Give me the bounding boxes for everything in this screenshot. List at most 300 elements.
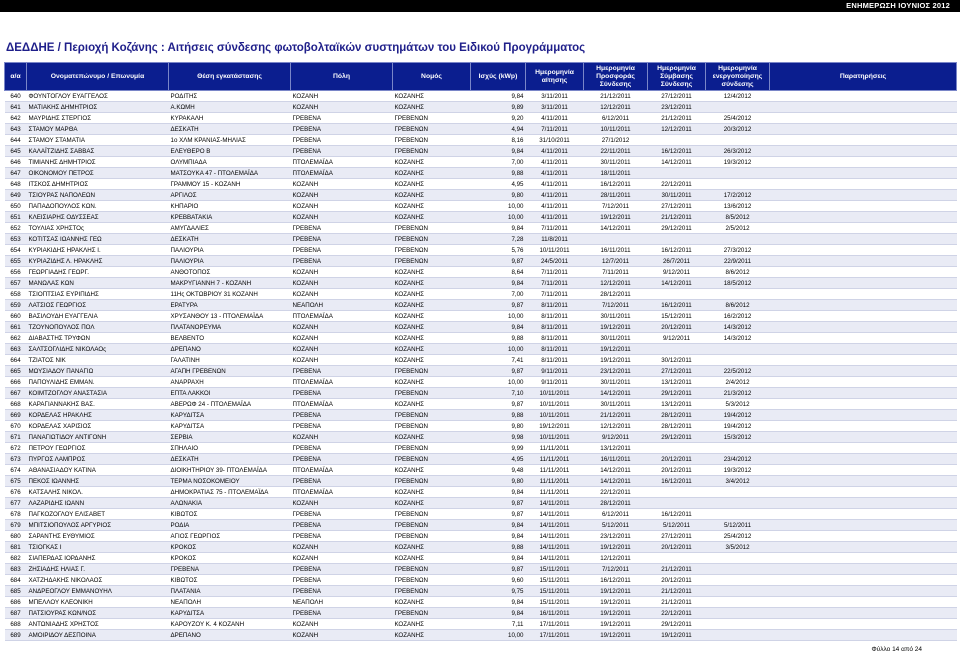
cell-kw: 9,98 (471, 432, 526, 443)
cell-notes (770, 91, 957, 102)
cell-location: ΑΒΕΡΩΦ 24 - ΠΤΟΛΕΜΑΪΔΑ (169, 399, 291, 410)
cell-d1: 7/11/2011 (526, 223, 584, 234)
cell-d3: 27/12/2011 (648, 201, 706, 212)
cell-d4 (706, 179, 770, 190)
cell-kw: 9,60 (471, 575, 526, 586)
cell-kw: 9,84 (471, 553, 526, 564)
cell-prefecture: ΓΡΕΒΕΝΩΝ (393, 421, 471, 432)
table-row (5, 124, 957, 135)
cell-prefecture: ΚΟΖΑΝΗΣ (393, 399, 471, 410)
cell-aa: 660 (5, 311, 27, 322)
cell-name: ΖΗΣΙΑΔΗΣ ΗΛΙΑΣ Γ. (27, 564, 169, 575)
cell-city: ΠΤΟΛΕΜΑΪΔΑ (291, 465, 393, 476)
cell-name: ΠΑΠΑΔΟΠΟΥΛΟΣ ΚΩΝ. (27, 201, 169, 212)
cell-prefecture: ΓΡΕΒΕΝΩΝ (393, 234, 471, 245)
cell-d3: 22/12/2011 (648, 608, 706, 619)
table-header-row (5, 63, 957, 91)
cell-location: ΚΡΟΚΟΣ (169, 542, 291, 553)
cell-kw: 9,88 (471, 542, 526, 553)
column-header-city: Πόλη (291, 63, 393, 91)
table-row (5, 432, 957, 443)
cell-kw: 7,41 (471, 355, 526, 366)
cell-location: ΒΕΛΒΕΝΤΟ (169, 333, 291, 344)
table-row (5, 498, 957, 509)
cell-aa: 672 (5, 443, 27, 454)
cell-kw: 8,16 (471, 135, 526, 146)
cell-name: ΚΟΡΔΕΛΑΣ ΗΡΑΚΛΗΣ (27, 410, 169, 421)
cell-d3 (648, 344, 706, 355)
cell-prefecture: ΓΡΕΒΕΝΩΝ (393, 223, 471, 234)
cell-d4 (706, 630, 770, 641)
cell-kw: 9,80 (471, 190, 526, 201)
table-row (5, 322, 957, 333)
cell-kw: 5,76 (471, 245, 526, 256)
cell-d3: 30/11/2011 (648, 190, 706, 201)
cell-name: ΜΑΥΡΙΔΗΣ ΣΤΕΡΓΙΟΣ (27, 113, 169, 124)
table-row (5, 487, 957, 498)
cell-d3: 16/12/2011 (648, 509, 706, 520)
table-row (5, 234, 957, 245)
cell-d1: 7/11/2011 (526, 124, 584, 135)
cell-notes (770, 476, 957, 487)
cell-prefecture: ΓΡΕΒΕΝΩΝ (393, 586, 471, 597)
cell-d3: 29/12/2011 (648, 223, 706, 234)
cell-city: ΓΡΕΒΕΝΑ (291, 124, 393, 135)
cell-d3: 20/12/2011 (648, 542, 706, 553)
cell-city: ΚΟΖΑΝΗ (291, 542, 393, 553)
cell-city: ΝΕΑΠΟΛΗ (291, 300, 393, 311)
cell-name: ΣΤΑΜΟΥ ΜΑΡΘΑ (27, 124, 169, 135)
cell-notes (770, 531, 957, 542)
cell-location: ΔΕΣΚΑΤΗ (169, 234, 291, 245)
column-header-notes: Παρατηρήσεις (770, 63, 957, 91)
cell-d3: 9/12/2011 (648, 333, 706, 344)
cell-d4 (706, 575, 770, 586)
cell-city: ΓΡΕΒΕΝΑ (291, 454, 393, 465)
cell-kw: 9,48 (471, 465, 526, 476)
cell-d1: 8/11/2011 (526, 300, 584, 311)
cell-d4: 22/9/2011 (706, 256, 770, 267)
cell-notes (770, 146, 957, 157)
cell-prefecture: ΚΟΖΑΝΗΣ (393, 498, 471, 509)
cell-d1: 11/11/2011 (526, 476, 584, 487)
cell-d4 (706, 586, 770, 597)
cell-d2: 28/11/2011 (584, 190, 648, 201)
cell-city: ΓΡΕΒΕΝΑ (291, 476, 393, 487)
cell-notes (770, 432, 957, 443)
cell-d4: 8/6/2012 (706, 300, 770, 311)
cell-aa: 641 (5, 102, 27, 113)
table-row (5, 157, 957, 168)
column-header-d1: Ημερομηνία αίτησης (526, 63, 584, 91)
table-row (5, 421, 957, 432)
cell-d2: 6/12/2011 (584, 113, 648, 124)
cell-notes (770, 443, 957, 454)
cell-kw: 9,87 (471, 509, 526, 520)
cell-d3: 30/12/2011 (648, 355, 706, 366)
page-footer: Φύλλο 14 από 24 (871, 646, 922, 653)
cell-d4: 13/6/2012 (706, 201, 770, 212)
cell-prefecture: ΚΟΖΑΝΗΣ (393, 157, 471, 168)
cell-kw: 9,84 (471, 91, 526, 102)
cell-kw: 10,00 (471, 377, 526, 388)
cell-d2: 21/12/2011 (584, 91, 648, 102)
cell-aa: 649 (5, 190, 27, 201)
cell-d2: 18/11/2011 (584, 168, 648, 179)
cell-d4: 21/3/2012 (706, 388, 770, 399)
cell-notes (770, 179, 957, 190)
cell-city: ΚΟΖΑΝΗ (291, 201, 393, 212)
cell-notes (770, 190, 957, 201)
cell-d3: 20/12/2011 (648, 465, 706, 476)
cell-kw: 9,87 (471, 564, 526, 575)
column-header-d4: Ημερομηνία ενεργοποίησης σύνδεσης (706, 63, 770, 91)
cell-location: ΠΑΛΙΟΥΡΙΑ (169, 245, 291, 256)
cell-d3: 16/12/2011 (648, 245, 706, 256)
cell-kw: 9,84 (471, 278, 526, 289)
cell-location: 1ο ΧΛΜ ΚΡΑΝΙΑΣ-ΜΗΛΙΑΣ (169, 135, 291, 146)
cell-location: ΑΓΙΟΣ ΓΕΩΡΓΙΟΣ (169, 531, 291, 542)
cell-name: ΤΖΟΥΝΟΠΟΥΛΟΣ ΠΟΛ (27, 322, 169, 333)
cell-notes (770, 366, 957, 377)
cell-notes (770, 311, 957, 322)
cell-kw: 10,00 (471, 201, 526, 212)
cell-location: ΔΗΜΟΚΡΑΤΙΑΣ 75 - ΠΤΟΛΕΜΑΪΔΑ (169, 487, 291, 498)
cell-d2: 14/12/2011 (584, 476, 648, 487)
table-row (5, 146, 957, 157)
cell-location: ΠΑΛΙΟΥΡΙΑ (169, 256, 291, 267)
cell-d2: 9/12/2011 (584, 432, 648, 443)
cell-d2: 13/12/2011 (584, 443, 648, 454)
cell-d2: 16/11/2011 (584, 245, 648, 256)
cell-city: ΚΟΖΑΝΗ (291, 289, 393, 300)
cell-location: ΚΡΟΚΟΣ (169, 553, 291, 564)
cell-location: ΜΑΤΣΟΥΚΑ 47 - ΠΤΟΛΕΜΑΪΔΑ (169, 168, 291, 179)
cell-d3: 29/12/2011 (648, 432, 706, 443)
cell-d4: 5/3/2012 (706, 399, 770, 410)
cell-prefecture: ΚΟΖΑΝΗΣ (393, 333, 471, 344)
cell-prefecture: ΚΟΖΑΝΗΣ (393, 465, 471, 476)
table-row (5, 608, 957, 619)
cell-location: 11Ης ΟΚΤΩΒΡΙΟΥ 31 ΚΟΖΑΝΗ (169, 289, 291, 300)
cell-d3 (648, 443, 706, 454)
cell-city: ΚΟΖΑΝΗ (291, 619, 393, 630)
cell-d4: 2/5/2012 (706, 223, 770, 234)
cell-d1: 31/10/2011 (526, 135, 584, 146)
cell-name: ΤΣΙΟΥΡΑΣ ΝΑΠΟΛΕΩΝ (27, 190, 169, 201)
cell-kw: 9,75 (471, 586, 526, 597)
cell-name: ΚΟΤΙΤΣΑΣ ΙΩΑΝΝΗΣ ΓΕΩ (27, 234, 169, 245)
cell-d4: 17/2/2012 (706, 190, 770, 201)
cell-location: ΟΛΥΜΠΙΑΔΑ (169, 157, 291, 168)
cell-prefecture: ΚΟΖΑΝΗΣ (393, 487, 471, 498)
cell-name: ΜΑΤΙΑΚΗΣ ΔΗΜΗΤΡΙΟΣ (27, 102, 169, 113)
cell-d4: 8/5/2012 (706, 212, 770, 223)
cell-kw: 10,00 (471, 344, 526, 355)
table-row (5, 542, 957, 553)
cell-name: ΠΕΚΟΣ ΙΩΑΝΝΗΣ (27, 476, 169, 487)
cell-d4 (706, 509, 770, 520)
cell-kw: 9,84 (471, 531, 526, 542)
table-row (5, 289, 957, 300)
cell-notes (770, 102, 957, 113)
cell-d3: 28/12/2011 (648, 421, 706, 432)
cell-d2: 14/12/2011 (584, 465, 648, 476)
cell-d4 (706, 443, 770, 454)
cell-city: ΠΤΟΛΕΜΑΪΔΑ (291, 399, 393, 410)
cell-prefecture: ΓΡΕΒΕΝΩΝ (393, 564, 471, 575)
table-row (5, 410, 957, 421)
table-row (5, 256, 957, 267)
cell-name: ΠΕΤΡΟΥ ΓΕΩΡΓΙΟΣ (27, 443, 169, 454)
cell-d3 (648, 234, 706, 245)
cell-notes (770, 421, 957, 432)
cell-city: ΚΟΖΑΝΗ (291, 432, 393, 443)
cell-aa: 643 (5, 124, 27, 135)
cell-name: ΟΙΚΟΝΟΜΟΥ ΠΕΤΡΟΣ (27, 168, 169, 179)
cell-prefecture: ΚΟΖΑΝΗΣ (393, 377, 471, 388)
cell-aa: 653 (5, 234, 27, 245)
cell-location: ΚΑΡΥΔΙΤΣΑ (169, 608, 291, 619)
cell-d1: 14/11/2011 (526, 520, 584, 531)
cell-d2: 16/12/2011 (584, 179, 648, 190)
cell-city: ΓΡΕΒΕΝΑ (291, 410, 393, 421)
cell-kw: 9,80 (471, 421, 526, 432)
cell-notes (770, 399, 957, 410)
cell-d4 (706, 355, 770, 366)
cell-d2: 23/12/2011 (584, 366, 648, 377)
cell-d1: 11/11/2011 (526, 454, 584, 465)
cell-d2: 22/12/2011 (584, 487, 648, 498)
table-row (5, 509, 957, 520)
cell-d2: 23/12/2011 (584, 531, 648, 542)
cell-kw: 9,84 (471, 520, 526, 531)
cell-location: ΔΡΕΠΑΝΟ (169, 630, 291, 641)
cell-d1: 3/11/2011 (526, 102, 584, 113)
cell-name: ΠΥΡΓΟΣ ΛΑΜΠΡΟΣ (27, 454, 169, 465)
cell-kw: 4,95 (471, 454, 526, 465)
cell-city: ΓΡΕΒΕΝΑ (291, 520, 393, 531)
cell-name: ΚΑΡΑΓΙΑΝΝΑΚΗΣ ΒΑΣ. (27, 399, 169, 410)
cell-d1: 4/11/2011 (526, 201, 584, 212)
cell-location: ΚΙΒΩΤΟΣ (169, 509, 291, 520)
cell-d3 (648, 553, 706, 564)
cell-d3: 19/12/2011 (648, 630, 706, 641)
table-row (5, 135, 957, 146)
cell-city: ΚΟΖΑΝΗ (291, 553, 393, 564)
table-row (5, 278, 957, 289)
cell-name: ΛΑΖΑΡΙΔΗΣ ΙΩΑΝΝ (27, 498, 169, 509)
cell-notes (770, 542, 957, 553)
cell-aa: 659 (5, 300, 27, 311)
cell-d1: 8/11/2011 (526, 322, 584, 333)
table-row (5, 113, 957, 124)
cell-location: ΚΡΕΒΒΑΤΑΚΙΑ (169, 212, 291, 223)
cell-kw: 9,89 (471, 102, 526, 113)
cell-notes (770, 168, 957, 179)
table-row (5, 223, 957, 234)
cell-prefecture: ΚΟΖΑΝΗΣ (393, 619, 471, 630)
table-row (5, 377, 957, 388)
cell-location: ΕΡΑΤΥΡΑ (169, 300, 291, 311)
cell-d4: 23/4/2012 (706, 454, 770, 465)
cell-prefecture: ΚΟΖΑΝΗΣ (393, 179, 471, 190)
cell-city: ΓΡΕΒΕΝΑ (291, 245, 393, 256)
cell-name: ΔΙΑΒΑΣΤΗΣ ΤΡΥΦΩΝ (27, 333, 169, 344)
cell-d3 (648, 289, 706, 300)
cell-d3: 16/12/2011 (648, 476, 706, 487)
cell-location: ΕΛΕΥΘΕΡΟ Β (169, 146, 291, 157)
cell-d4: 19/3/2012 (706, 157, 770, 168)
cell-d2: 28/12/2011 (584, 498, 648, 509)
cell-d1: 10/11/2011 (526, 245, 584, 256)
cell-name: ΤΖΙΑΤΟΣ ΝΙΚ (27, 355, 169, 366)
cell-prefecture: ΓΡΕΒΕΝΩΝ (393, 124, 471, 135)
cell-d3: 21/12/2011 (648, 564, 706, 575)
cell-name: ΣΑΛΤΣΟΓΛΙΔΗΣ ΝΙΚΟΛΑΟς (27, 344, 169, 355)
cell-d4: 20/3/2012 (706, 124, 770, 135)
cell-d3 (648, 135, 706, 146)
cell-d2: 7/11/2011 (584, 267, 648, 278)
cell-location: Α.ΚΩΜΗ (169, 102, 291, 113)
cell-d1: 14/11/2011 (526, 498, 584, 509)
column-header-name: Ονοματεπώνυμο / Επωνυμία (27, 63, 169, 91)
cell-d1: 4/11/2011 (526, 190, 584, 201)
cell-prefecture: ΓΡΕΒΕΝΩΝ (393, 366, 471, 377)
cell-aa: 671 (5, 432, 27, 443)
cell-d4: 2/4/2012 (706, 377, 770, 388)
cell-prefecture: ΚΟΖΑΝΗΣ (393, 311, 471, 322)
cell-d4 (706, 289, 770, 300)
cell-d4: 3/5/2012 (706, 542, 770, 553)
cell-kw: 10,00 (471, 311, 526, 322)
cell-notes (770, 465, 957, 476)
cell-notes (770, 333, 957, 344)
update-label: ΕΝΗΜΕΡΩΣΗ ΙΟΥΝΙΟΣ 2012 (846, 1, 950, 10)
cell-notes (770, 135, 957, 146)
cell-name: ΣΙΑΠΕΡΔΑΣ ΙΟΡΔΑΝΗΣ (27, 553, 169, 564)
cell-kw: 7,28 (471, 234, 526, 245)
cell-d4: 19/4/2012 (706, 421, 770, 432)
cell-name: ΑΘΑΝΑΣΙΑΔΟΥ ΚΑΤΙΝΑ (27, 465, 169, 476)
cell-d2: 12/12/2011 (584, 553, 648, 564)
cell-city: ΓΡΕΒΕΝΑ (291, 531, 393, 542)
cell-aa: 684 (5, 575, 27, 586)
table-row (5, 564, 957, 575)
cell-d4 (706, 344, 770, 355)
cell-d1: 8/11/2011 (526, 333, 584, 344)
cell-prefecture: ΚΟΖΑΝΗΣ (393, 102, 471, 113)
cell-name: ΓΕΩΡΓΙΑΔΗΣ ΓΕΩΡΓ. (27, 267, 169, 278)
cell-d4 (706, 135, 770, 146)
cell-notes (770, 388, 957, 399)
applications-table (4, 62, 957, 641)
cell-prefecture: ΓΡΕΒΕΝΩΝ (393, 135, 471, 146)
cell-kw: 9,99 (471, 443, 526, 454)
cell-d2: 30/11/2011 (584, 399, 648, 410)
cell-prefecture: ΓΡΕΒΕΝΩΝ (393, 245, 471, 256)
cell-notes (770, 234, 957, 245)
cell-d2: 19/12/2011 (584, 322, 648, 333)
cell-location: ΔΕΣΚΑΤΗ (169, 124, 291, 135)
cell-d1: 3/11/2011 (526, 91, 584, 102)
cell-d2: 28/12/2011 (584, 289, 648, 300)
cell-d3: 9/12/2011 (648, 267, 706, 278)
table-row (5, 311, 957, 322)
cell-name: ΜΩΥΣΙΑΔΟΥ ΠΑΝΑΓΙΩ (27, 366, 169, 377)
cell-city: ΓΡΕΒΕΝΑ (291, 575, 393, 586)
cell-d2: 12/12/2011 (584, 421, 648, 432)
cell-aa: 661 (5, 322, 27, 333)
cell-aa: 651 (5, 212, 27, 223)
cell-d1: 11/8/2011 (526, 234, 584, 245)
cell-aa: 644 (5, 135, 27, 146)
cell-notes (770, 212, 957, 223)
cell-d1: 4/11/2011 (526, 146, 584, 157)
cell-location: ΕΠΤΑ ΛΑΚΚΟΙ (169, 388, 291, 399)
cell-name: ΤΣΙΟΠΤΣΙΑΣ ΕΥΡΙΠΙΔΗΣ (27, 289, 169, 300)
cell-d1: 14/11/2011 (526, 542, 584, 553)
cell-city: ΓΡΕΒΕΝΑ (291, 608, 393, 619)
cell-notes (770, 289, 957, 300)
cell-d4: 25/4/2012 (706, 531, 770, 542)
cell-d2: 12/12/2011 (584, 278, 648, 289)
cell-kw: 4,94 (471, 124, 526, 135)
cell-d3: 27/12/2011 (648, 91, 706, 102)
cell-kw: 7,11 (471, 619, 526, 630)
cell-city: ΠΤΟΛΕΜΑΪΔΑ (291, 487, 393, 498)
cell-name: ΚΟΡΔΕΛΑΣ ΧΑΡΙΣΙΟΣ (27, 421, 169, 432)
cell-location: ΓΡΕΒΕΝΑ (169, 564, 291, 575)
cell-notes (770, 509, 957, 520)
cell-d3: 27/12/2011 (648, 531, 706, 542)
cell-city: ΚΟΖΑΝΗ (291, 344, 393, 355)
cell-notes (770, 487, 957, 498)
cell-city: ΝΕΑΠΟΛΗ (291, 597, 393, 608)
table-row (5, 201, 957, 212)
cell-d1: 17/11/2011 (526, 630, 584, 641)
table-row (5, 553, 957, 564)
cell-aa: 686 (5, 597, 27, 608)
cell-d4: 14/3/2012 (706, 322, 770, 333)
table-row (5, 630, 957, 641)
column-header-location: Θέση εγκατάστασης (169, 63, 291, 91)
cell-location: ΑΛΩΝΑΚΙΑ (169, 498, 291, 509)
cell-prefecture: ΚΟΖΑΝΗΣ (393, 322, 471, 333)
cell-notes (770, 267, 957, 278)
cell-name: ΑΜΟΙΡΙΔΟΥ ΔΕΣΠΟΙΝΑ (27, 630, 169, 641)
cell-prefecture: ΚΟΖΑΝΗΣ (393, 289, 471, 300)
cell-d1: 4/11/2011 (526, 179, 584, 190)
cell-city: ΓΡΕΒΕΝΑ (291, 366, 393, 377)
cell-aa: 669 (5, 410, 27, 421)
cell-d2: 19/12/2011 (584, 355, 648, 366)
cell-city: ΓΡΕΒΕΝΑ (291, 586, 393, 597)
cell-d3 (648, 487, 706, 498)
table-body (5, 91, 957, 641)
cell-prefecture: ΓΡΕΒΕΝΩΝ (393, 476, 471, 487)
cell-location: ΑΡΓΙΛΟΣ (169, 190, 291, 201)
cell-d2: 30/11/2011 (584, 311, 648, 322)
cell-d4 (706, 619, 770, 630)
cell-prefecture: ΚΟΖΑΝΗΣ (393, 542, 471, 553)
cell-d1: 19/12/2011 (526, 421, 584, 432)
cell-name: ΠΑΤΣΙΟΥΡΑΣ ΚΩΝ/ΝΟΣ (27, 608, 169, 619)
cell-prefecture: ΓΡΕΒΕΝΩΝ (393, 608, 471, 619)
cell-prefecture: ΚΟΖΑΝΗΣ (393, 553, 471, 564)
cell-kw: 4,95 (471, 179, 526, 190)
cell-prefecture: ΓΡΕΒΕΝΩΝ (393, 443, 471, 454)
